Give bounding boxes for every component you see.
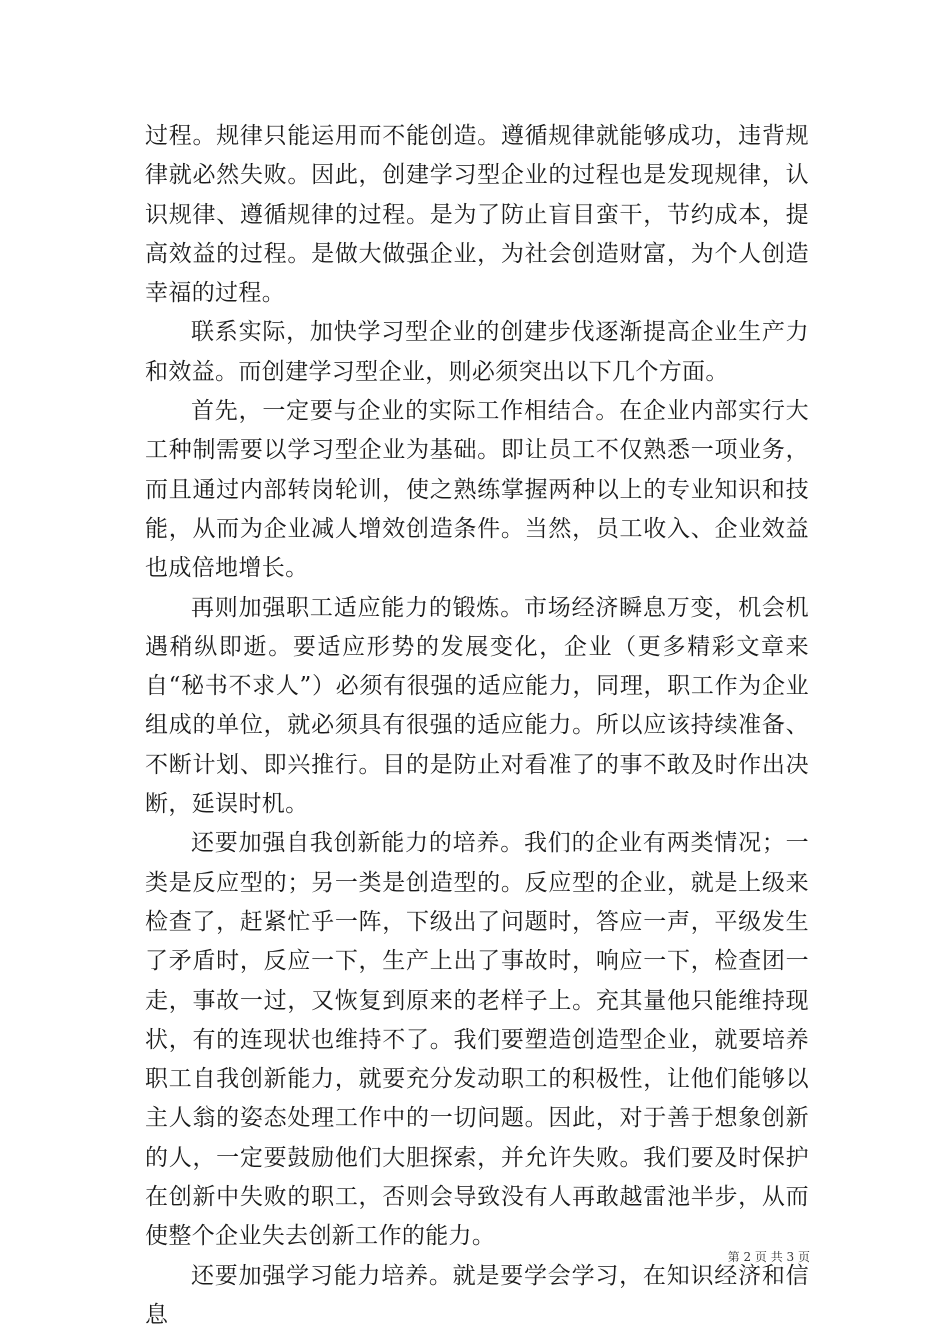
paragraph: 再则加强职工适应能力的锻炼。市场经济瞬息万变，机会机遇稍纵即逝。要适应形势的发展变化，企业（更多精彩文章来自“秘书不求人”）必须有很强的适应能力，同理，职工作为企业组成的单位，就必须具有很强的适应能力。所以应该持续准备、不断计划、即兴推行。目的是防止对看准了的事不敢及时作出决断，延误时机。 [145, 594, 809, 818]
paragraph: 还要加强自我创新能力的培养。我们的企业有两类情况；一类是反应型的；另一类是创造型的。反应型的企业，就是上级来检查了，赶紧忙乎一阵，下级出了问题时，答应一声，平级发生了矛盾时，反应一下，生产上出了事故时，响应一下，检查团一走，事故一过，又恢复到原来的老样子上。充其量他只能维持现状，有的连现状也维持不了。我们要塑造创造型企业，就要培养职工自我创新能力，就要充分发动职工的积极性，让他们能够以主人翁的姿态处理工作中的一切问题。因此，对于善于想象创新的人，一定要鼓励他们大胆探索，并允许失败。我们要及时保护在创新中失败的职工，否则会导致没有人再敢越雷池半步，从而使整个企业失去创新工作的能力。 [145, 830, 809, 1250]
body-text [145, 117, 809, 1335]
paragraph: 首先，一定要与企业的实际工作相结合。在企业内部实行大工种制需要以学习型企业为基础。即让员工不仅熟悉一项业务，而且通过内部转岗轮训，使之熟练掌握两种以上的专业知识和技能，从而为企业减人增效创造条件。当然，员工收入、企业效益也成倍地增长。 [145, 398, 809, 582]
page-number: 第 2 页 共 3 页 [727, 1250, 810, 1264]
paragraph: 还要加强学习能力培养。就是要学会学习，在知识经济和信息 [145, 1262, 809, 1328]
paragraph-continuation: 过程。规律只能运用而不能创造。遵循规律就能够成功，违背规律就必然失败。因此，创建学习型企业的过程也是发现规律，认识规律、遵循规律的过程。是为了防止盲目蛮干，节约成本，提高效益的过程。是做大做强企业，为社会创造财富，为个人创造幸福的过程。 [145, 123, 809, 307]
paragraph: 联系实际，加快学习型企业的创建步伐逐渐提高企业生产力和效益。而创建学习型企业，则必须突出以下几个方面。 [145, 319, 809, 385]
